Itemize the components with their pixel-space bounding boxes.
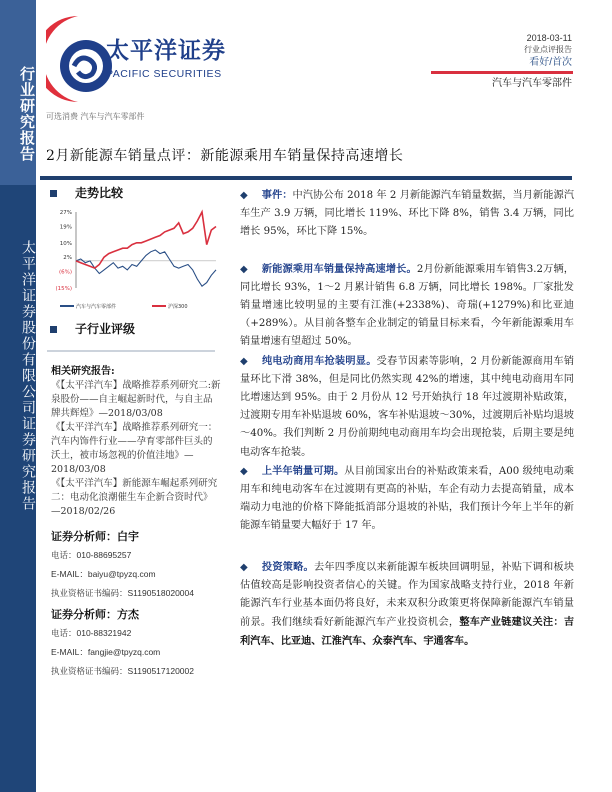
diamond-bullet-icon: ◆ (240, 465, 248, 477)
y-tick-label: 19% (59, 224, 72, 231)
analyst-block: 证券分析师：白宇 电话：010-88695257 E-MAIL：baiyu@tpyzq.com 执业资格证书编码：S1190518020004 (51, 530, 231, 598)
paragraph-commercial: ◆ 纯电动商用车抢装明显。受春节因素等影响，2 月份新能源商用车销量环比下滑 38%，但是同比仍然实现 42%的增速，其中纯电动商用车同比增速达到 95%。由于 2 月份从 12 号开始执行 18 年过渡期补贴政策，过渡期专用车补贴退坡 60%，客车补贴退坡～30%，过渡期后补贴均退坡～40%。我们判断 2 月份前期纯电动商用车均会出现抢装，后期主要是纯电动客车抢装。 (240, 354, 575, 458)
related-report-item[interactable]: 《【太平洋汽车】新能源车崛起系列研究二：电动化浪潮催生车企新合资时代》—2018/02/26 (51, 478, 218, 517)
y-tick-label: 2% (63, 255, 72, 262)
legend-label: 沪深300 (168, 304, 188, 310)
industry: 汽车与汽车零部件 (492, 78, 572, 89)
y-tick-label: (6%) (58, 269, 72, 276)
related-reports: 相关研究报告: 《【太平洋汽车】战略推荐系列研究二:新泉股份——自主崛起新时代，与自主品牌共辉煌》—2018/03/08 《【太平洋汽车】战略推荐系列研究一：汽车内饰件行业——孕育零部件巨头的沃土，被市场忽视的价值洼地》—2018/03/08 《【太平洋汽车】新能源车崛起系列研究二：电动化浪潮催生车企新合资时代》—2018/02/26 (51, 366, 221, 517)
bullet-square-icon (50, 190, 57, 197)
report-body (240, 186, 574, 670)
section-divider (47, 350, 215, 352)
logo-text-en: PACIFIC SECURITIES (106, 68, 222, 80)
title-divider (40, 176, 572, 180)
paragraph-outlook: ◆ 上半年销量可期。从目前国家出台的补贴政策来看，A00 级纯电动乘用车和纯电动客车在过渡期有更高的补贴，车企有动力去提高销量，成本端动力电池的价格下降能抵消部分退坡的补贴，我们预计今年上半年的新能源车销量要大幅好于 17 年。 (240, 464, 574, 532)
diamond-bullet-icon: ◆ (240, 190, 248, 201)
series-line-1 (76, 212, 216, 268)
bullet-square-icon (50, 326, 57, 333)
paragraph-event: ◆ 事件：中汽协公布 2018 年 2 月新能源汽车销量数据，当月新能源汽车生产 3.9 万辆，同比增长 119%、环比下降 8%，销售 3.4 万辆，同比增长 95%，环比下降 15%。 (240, 189, 575, 238)
y-tick-label: (15%) (55, 286, 72, 292)
breadcrumb: 可选消费 汽车与汽车零部件 (46, 112, 145, 121)
analyst-block: 证券分析师：方杰 电话：010-88321942 E-MAIL：fangjie@tpyzq.com 执业资格证书编码：S1190517120002 (51, 608, 231, 676)
related-report-item[interactable]: 《【太平洋汽车】战略推荐系列研究二:新泉股份——自主崛起新时代，与自主品牌共辉煌》—2018/03/08 (51, 380, 221, 419)
sidebar-company: 太平洋证券股份有限公司证券研究报告 (20, 240, 36, 512)
y-tick-label: 10% (59, 240, 72, 247)
report-type: 行业点评报告 (524, 45, 572, 54)
legend-label: 汽车与汽车零部件 (76, 304, 117, 310)
header-divider (431, 71, 573, 74)
analyst-email[interactable]: E-MAIL：baiyu@tpyzq.com (51, 569, 156, 579)
trend-chart (44, 206, 224, 316)
series-line-0 (76, 250, 216, 286)
related-report-item[interactable]: 《【太平洋汽车】战略推荐系列研究一：汽车内饰件行业——孕育零部件巨头的沃土，被市场忽视的价值洼地》—2018/03/08 (51, 422, 218, 475)
paragraph-strategy: ◆ 投资策略。去年四季度以来新能源车板块回调明显，补贴下调和板块估值较高是影响投资者信心的关键。作为国家战略支持行业，2018 年新能源汽车行业基本面仍将良好，未来双积分政策更将保障新能源汽车销量前景。我们继续看好新能源汽车产业投资机会，整车产业链建议关注：吉利汽车、比亚迪、江淮汽车、众泰汽车、宇通客车。 (240, 560, 575, 648)
paragraph-passenger: ◆ 新能源乘用车销量保持高速增长。2月份新能源乘用车销售3.2万辆，同比增长 93%，1～2 月累计销售 6.8 万辆，同比增长 198%。厂家批发销量增速比较明显的主要有江淮(+2338%)、奇瑞(+1279%)和比亚迪（+289%）。从目前各整车企业制定的销量目标来看，今年新能源乘用车销量增速有望超过 50%。 (240, 262, 574, 348)
analyst-email[interactable]: E-MAIL：fangjie@tpyzq.com (51, 647, 161, 657)
diamond-bullet-icon: ◆ (240, 561, 248, 573)
diamond-bullet-icon: ◆ (240, 355, 248, 367)
sidebar-title: 行业研究报告 (18, 66, 36, 162)
logo-text-cn: 太平洋证券 (106, 38, 226, 64)
y-tick-label: 27% (59, 210, 72, 216)
report-date: 2018-03-11 (526, 33, 572, 43)
diamond-bullet-icon: ◆ (240, 263, 248, 275)
page-title: 2月新能源车销量点评：新能源乘用车销量保持高速增长 (46, 148, 404, 164)
rating: 看好/首次 (529, 57, 572, 68)
section-trend: 走势比较 (50, 186, 123, 201)
section-sub-rating: 子行业评级 (50, 322, 135, 337)
